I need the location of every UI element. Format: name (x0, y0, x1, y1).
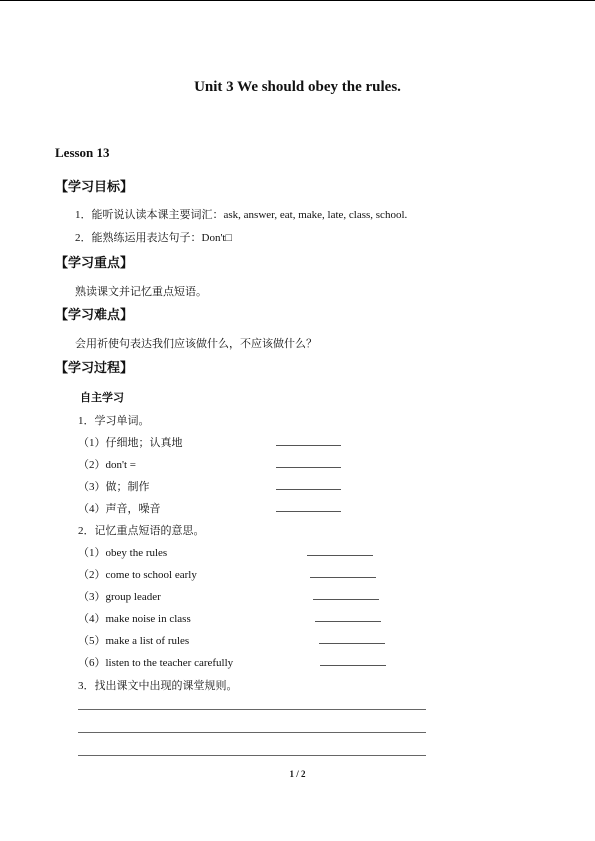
answer-blank[interactable] (315, 621, 381, 622)
answer-blank[interactable] (276, 445, 341, 446)
q2-item: （6）listen to the teacher carefully (78, 657, 234, 669)
q1-item: （1）仔细地；认真地 (78, 437, 183, 449)
q1-item: （4）声音，噪音 (78, 503, 161, 515)
writing-line[interactable] (78, 709, 426, 710)
answer-blank[interactable] (320, 665, 386, 666)
q2-item: （4）make noise in class (78, 613, 191, 625)
answer-blank[interactable] (276, 467, 341, 468)
q1-label: 1．学习单词。 (78, 415, 150, 427)
q3-label: 3．找出课文中出现的课堂规则。 (78, 680, 238, 692)
answer-blank[interactable] (276, 489, 341, 490)
difficulties-heading: 【学习难点】 (55, 308, 134, 323)
answer-blank[interactable] (276, 511, 341, 512)
q2-label: 2．记忆重点短语的意思。 (78, 525, 205, 537)
answer-blank[interactable] (310, 577, 376, 578)
answer-blank[interactable] (307, 555, 373, 556)
writing-line[interactable] (78, 755, 426, 756)
process-heading: 【学习过程】 (55, 361, 134, 376)
answer-blank[interactable] (313, 599, 379, 600)
writing-line[interactable] (78, 732, 426, 733)
goals-heading: 【学习目标】 (55, 180, 134, 195)
difficulties-text: 会用祈使句表达我们应该做什么，不应该做什么？ (75, 338, 317, 350)
goal-item-1: 1．能听说认读本课主要词汇：ask, answer, eat, make, late, class, school. (75, 209, 408, 221)
q2-item: （5）make a list of rules (78, 635, 190, 647)
q2-item: （3）group leader (78, 591, 161, 603)
goal-item-2: 2．能熟练运用表达句子：Don't□ (75, 232, 233, 244)
lesson-label: Lesson 13 (55, 145, 110, 160)
answer-blank[interactable] (319, 643, 385, 644)
page-number: 1 / 2 (289, 769, 306, 779)
key-points-text: 熟读课文并记忆重点短语。 (75, 286, 207, 298)
q2-item: （1）obey the rules (78, 547, 168, 559)
q1-item: （2）don't = (78, 459, 136, 471)
q1-item: （3）做；制作 (78, 481, 150, 493)
key-points-heading: 【学习重点】 (55, 256, 134, 271)
q2-item: （2）come to school early (78, 569, 197, 581)
top-rule (0, 0, 595, 1)
self-study-subheading: 自主学习 (80, 391, 124, 404)
page-title: Unit 3 We should obey the rules. (194, 79, 401, 95)
